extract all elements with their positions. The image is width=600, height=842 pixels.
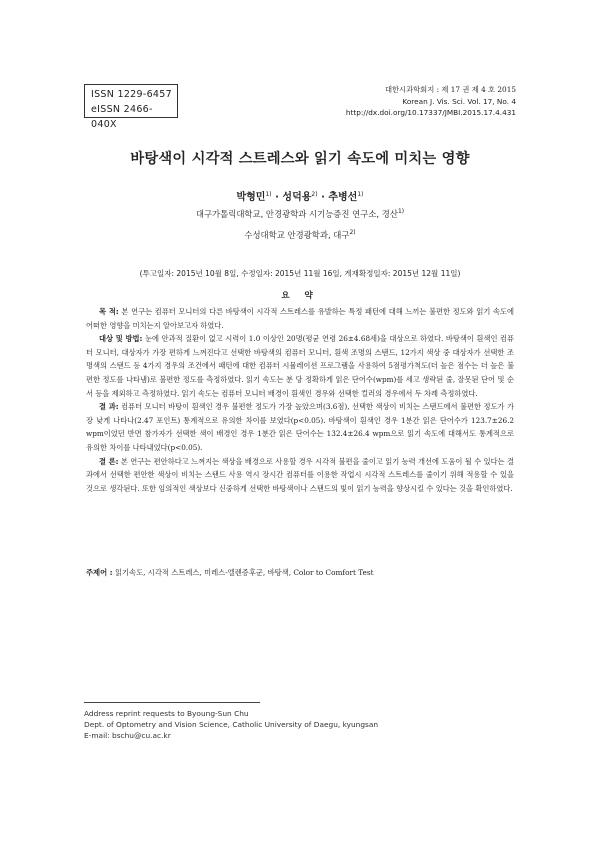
- abstract-methods: [86, 332, 514, 400]
- footnote: [84, 708, 524, 742]
- paper-title: 바탕색이 시각적 스트레스와 읽기 속도에 미치는 영향: [130, 151, 470, 167]
- journal-volume-english: Korean J. Vis. Sci. Vol. 17, No. 4: [402, 96, 516, 106]
- keywords: [86, 568, 514, 578]
- purpose-text: 본 연구는 컴퓨터 모니터의 다른 바탕색이 시각적 스트레스를 유발하는 특정 패턴에 대해 느끼는 불편한 정도와 읽기 속도에 어떠한 영향을 미치는지 알아보고자 하였다.: [86, 307, 514, 330]
- abstract-results: [86, 400, 514, 454]
- issn-electronic: eISSN 2466-040X: [91, 104, 153, 130]
- issn-box: [84, 84, 178, 130]
- abstract-purpose: [86, 305, 514, 332]
- methods-label: 대상 및 방법:: [99, 334, 143, 344]
- issn-print: ISSN 1229-6457: [91, 89, 172, 100]
- affiliation-1: [60, 208, 540, 220]
- author-name: 박형민: [236, 192, 266, 203]
- purpose-label: 목 적:: [99, 307, 119, 316]
- journal-info: [236, 84, 516, 119]
- author-affil-mark: 1): [357, 191, 364, 198]
- author-separator: ·: [275, 192, 279, 203]
- journal-volume-korean: 대한시과학회지 : 제 17 권 제 4 호 2015: [384, 85, 516, 94]
- author-separator: ·: [321, 192, 325, 203]
- author-affil-mark: 1): [265, 191, 272, 198]
- affiliation-text: 대구가톨릭대학교, 안경광학과 시기능증진 연구소, 경산: [195, 209, 398, 219]
- author-name: 추병선: [328, 192, 358, 203]
- author-department: Dept. of Optometry and Vision Science, Catholic University of Daegu, kyungsan: [84, 720, 379, 730]
- submission-dates: (투고일자: 2015년 10월 8일, 수정일자: 2015년 11월 16일, 게재확정일자: 2015년 12월 11일): [139, 269, 461, 278]
- affiliation-2: [60, 229, 540, 241]
- keywords-text: 읽기속도, 시각적 스트레스, 미레스-엘렌증후군, 바탕색, Color to Comfort Test: [114, 568, 374, 577]
- author-affil-mark: 2): [311, 191, 318, 198]
- author-email[interactable]: E-mail: bschu@cu.ac.kr: [84, 731, 171, 741]
- footnote-rule: [84, 702, 260, 703]
- reprint-request: Address reprint requests to Byoung-Sun Chu: [84, 709, 249, 718]
- keywords-label: 주제어 :: [86, 568, 113, 577]
- results-label: 결 과:: [99, 402, 119, 412]
- author-list: [60, 188, 540, 203]
- affiliation-mark: 2): [349, 229, 356, 236]
- conclusion-text: 본 연구는 편안하다고 느껴지는 색상을 배경으로 사용할 경우 시각적 불편을 줄이고 읽기 능력 개선에 도움이 될 수 있다는 결과에서 선택한 편안한 색상이 비치는 스탠드 사용 역시 장시간 컴퓨터를 이용한 작업시 시각적 스트레스를 줄이기 위해 적용할 수 있을 것으로 생각된다. 또한 임의적인 색상보다 신중하게 선택한 바탕색이나 스탠드의 빛이 읽기 능력을 향상시킬 수 있다는 것을 확인하였다.: [86, 456, 514, 493]
- abstract-conclusion: [86, 455, 514, 496]
- author-name: 성덕용: [282, 192, 312, 203]
- methods-text: 눈에 안과적 질환이 없고 시력이 1.0 이상인 20명(평균 연령 26±4.68세)을 대상으로 하였다. 바탕색이 흰색인 컴퓨터 모니터, 대상자가 가장 편하게 느껴진다고 선택한 바탕색의 컴퓨터 모니터, 흰색 조명의 스탠드, 12가지 색상 중 대상자가 선택한 조명색의 스탠드 등 4가지 경우의 조건에서 패턴에 대한 컴퓨터 시뮬레이션 프로그램을 사용하여 5점평가척도(더 높은 점수는 더 높은 불편한 정도를 나타냄)로 불편한 정도를 측정하였다. 읽기 속도는 분 당 정확하게 읽은 단어수(wpm)를 세고 생략된 줄, 잘못된 단어 및 순서 등을 제외하고 측정하였다. 읽기 속도는 컴퓨터 모니터 배경이 흰색인 경우와 선택한 컬러의 경우에서 두 차례 측정하였다.: [86, 334, 515, 398]
- results-text: 컴퓨터 모니터 바탕이 흰색인 경우 불편한 정도가 가장 높았으며(3.6점), 선택한 색상이 비치는 스탠드에서 불편한 정도가 가장 낮게 나타나(2.47 포인트) 통계적으로 유의한 차이를 보였다(p<0.05). 바탕색이 흰색인 경우 1분간 읽은 단어수가 123.7±26.2 wpm이었던 반면 참가자가 선택한 색이 배경인 경우 1분간 읽은 단어수는 132.4±26.4 wpm으로 읽기 속도에 대해서도 통계적으로 유의한 차이를 나타내었다(p<0.05).: [86, 402, 514, 452]
- journal-doi-link[interactable]: http://dx.doi.org/10.17337/JMBI.2015.17.4.431: [345, 108, 516, 117]
- abstract-heading: 요 약: [281, 291, 319, 301]
- affiliation-text: 수성대학교 안경광학과, 대구: [244, 230, 350, 240]
- abstract-body: [86, 305, 514, 495]
- affiliation-mark: 1): [397, 208, 405, 215]
- conclusion-label: 결 론:: [99, 456, 119, 466]
